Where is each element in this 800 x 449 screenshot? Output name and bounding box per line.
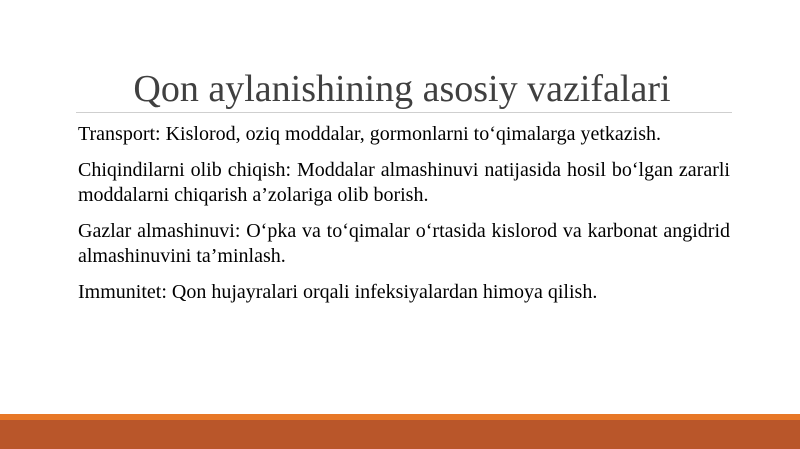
paragraph-transport: Transport: Kislorod, oziq moddalar, gormonlarni to‘qimalarga yetkazish. (78, 123, 661, 145)
slide-body (78, 122, 730, 316)
slide-title: Qon aylanishining asosiy vazifalari (133, 68, 671, 110)
paragraph-waste-removal: Chiqindilarni olib chiqish: Moddalar almashinuvi natijasida hosil bo‘lgan zararli moddalarni chiqarish a’zolariga olib borish. (78, 159, 730, 206)
paragraph-gas-exchange: Gazlar almashinuvi: O‘pka va to‘qimalar o‘rtasida kislorod va karbonat angidrid almashinuvini ta’minlash. (78, 220, 730, 267)
title-divider (76, 112, 732, 113)
paragraph-immunity: Immunitet: Qon hujayralari orqali infeksiyalardan himoya qilish. (78, 281, 598, 303)
footer-bar (0, 420, 800, 449)
